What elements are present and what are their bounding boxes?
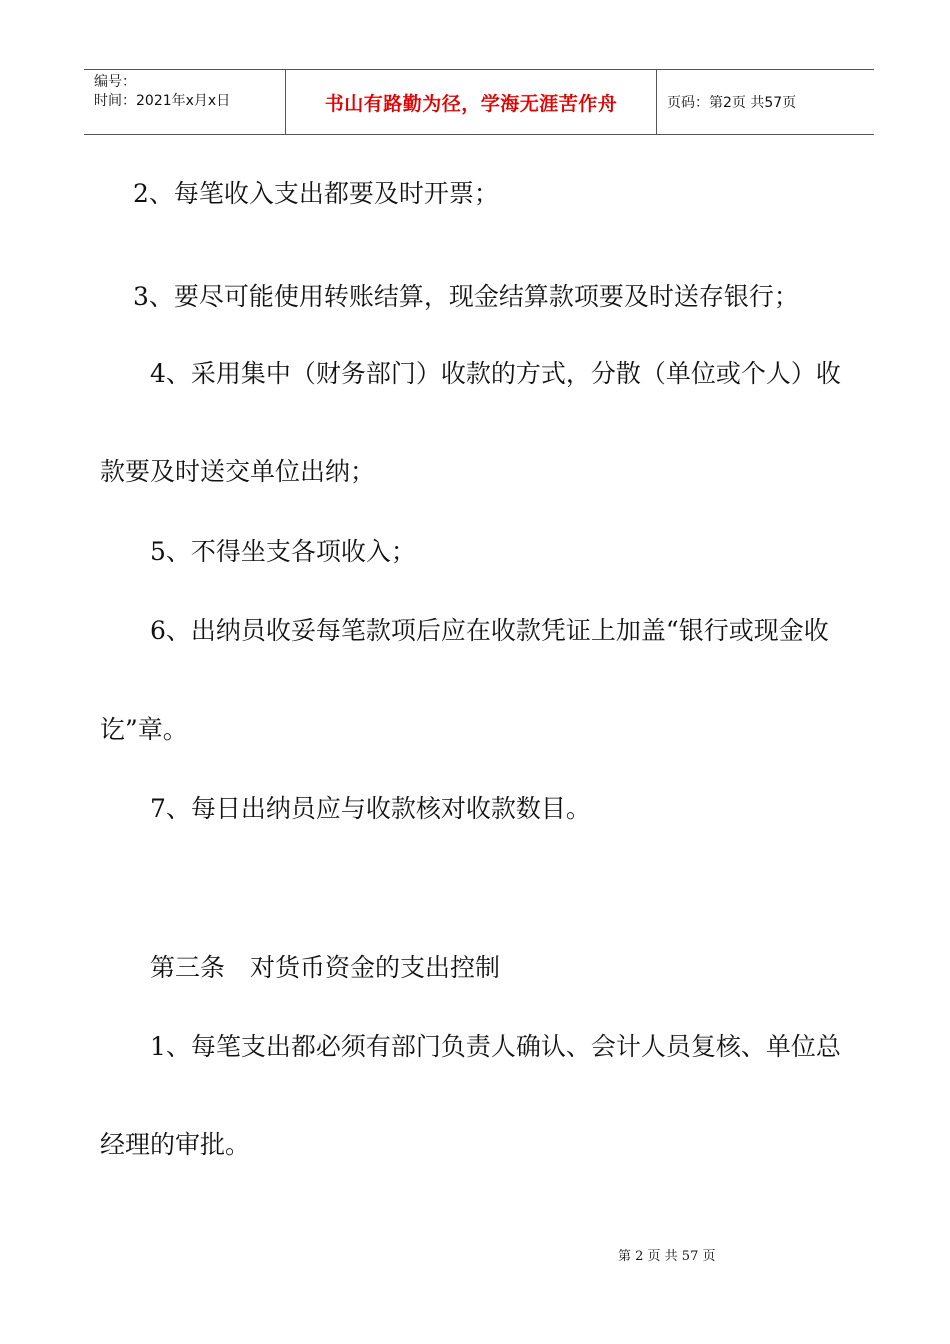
paragraph-item-4-line2: 款要及时送交单位出纳； — [100, 457, 376, 486]
paragraph-item-6-line2: 讫”章。 — [100, 715, 188, 744]
paragraph-item-3: 3、要尽可能使用转账结算，现金结算款项要及时送存银行； — [133, 282, 799, 311]
paragraph-item-5: 5、不得坐支各项收入； — [150, 537, 416, 566]
header-number-label: 编号： — [94, 74, 136, 90]
header-time-label: 时间：2021年x月x日 — [94, 93, 231, 109]
paragraph-item-4-line1: 4、采用集中（财务部门）收款的方式，分散（单位或个人）收 — [150, 359, 841, 388]
paragraph-item-7: 7、每日出纳员应与收款核对收款数目。 — [150, 794, 591, 823]
header-motto: 书山有路勤为径，学海无涯苦作舟 — [324, 92, 618, 115]
paragraph-item-6-line1: 6、出纳员收妥每笔款项后应在收款凭证上加盖“银行或现金收 — [150, 616, 829, 645]
paragraph-item-1-line2: 经理的审批。 — [100, 1130, 251, 1159]
header-meta-cell — [84, 70, 285, 134]
header-page-code: 页码：第2页 共57页 — [667, 95, 797, 111]
section-heading-article-3: 第三条 对货币资金的支出控制 — [150, 953, 501, 982]
document-header — [84, 69, 874, 135]
paragraph-item-2: 2、每笔收入支出都要及时开票； — [133, 179, 499, 208]
paragraph-item-1-line1: 1、每笔支出都必须有部门负责人确认、会计人员复核、单位总 — [150, 1032, 841, 1061]
header-motto-cell — [285, 70, 657, 134]
header-page-cell — [657, 70, 874, 134]
page-footer: 第 2 页 共 57 页 — [618, 1249, 716, 1264]
